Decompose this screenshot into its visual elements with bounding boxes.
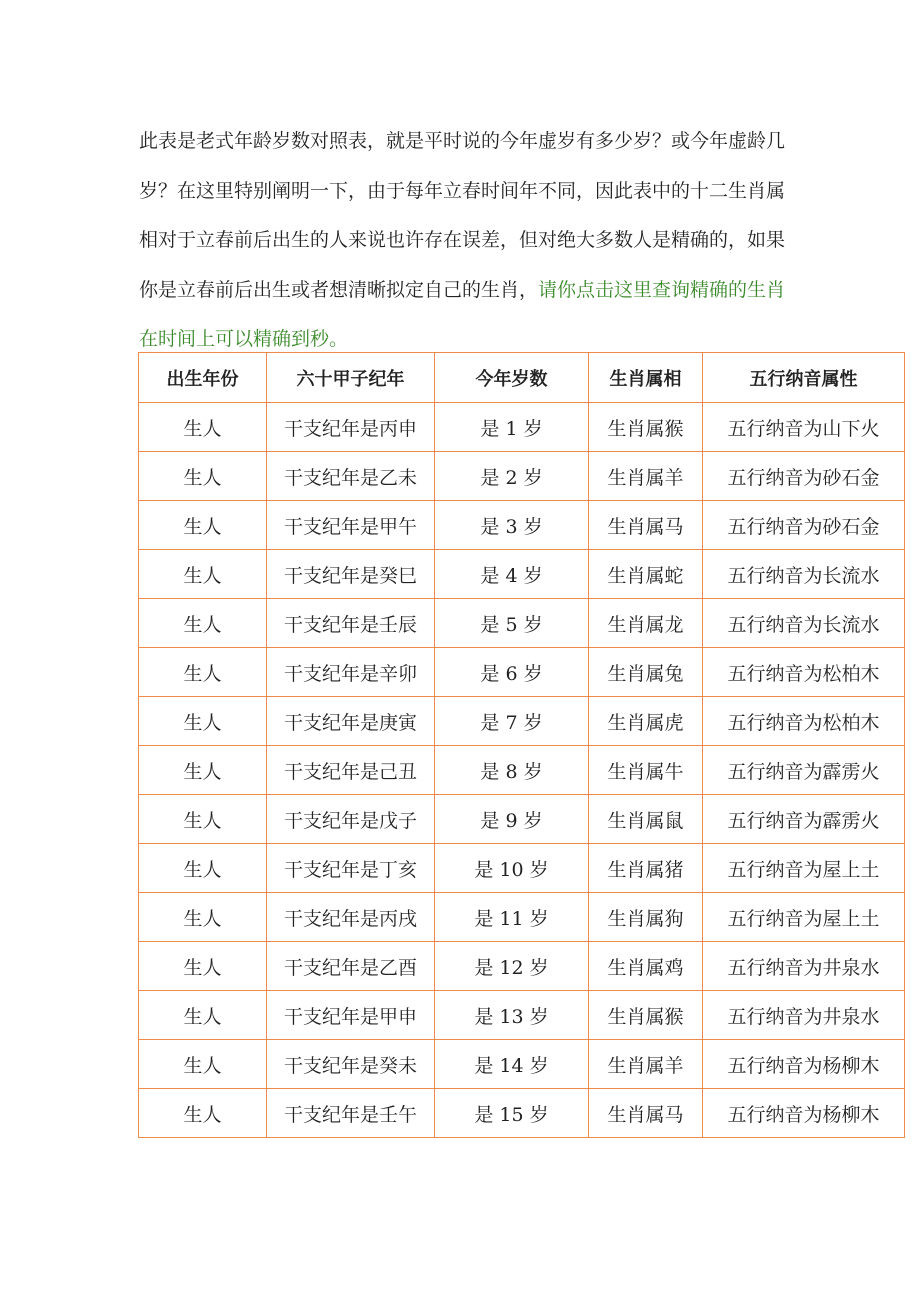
cell-age: 是 14 岁 [435, 1040, 589, 1089]
cell-birth-year: 生人 [139, 501, 267, 550]
cell-zodiac: 生肖属鼠 [589, 795, 703, 844]
cell-zodiac: 生肖属虎 [589, 697, 703, 746]
cell-birth-year: 生人 [139, 403, 267, 452]
cell-five-elements: 五行纳音为屋上土 [703, 893, 905, 942]
cell-five-elements: 五行纳音为砂石金 [703, 501, 905, 550]
cell-birth-year: 生人 [139, 991, 267, 1040]
cell-zodiac: 生肖属兔 [589, 648, 703, 697]
cell-age: 是 2 岁 [435, 452, 589, 501]
cell-age: 是 12 岁 [435, 942, 589, 991]
header-ganzhi-year: 六十甲子纪年 [267, 353, 435, 403]
intro-paragraph [139, 117, 789, 365]
cell-five-elements: 五行纳音为井泉水 [703, 942, 905, 991]
cell-zodiac: 生肖属马 [589, 501, 703, 550]
cell-five-elements: 五行纳音为霹雳火 [703, 795, 905, 844]
cell-age: 是 11 岁 [435, 893, 589, 942]
cell-birth-year: 生人 [139, 1040, 267, 1089]
cell-ganzhi-year: 干支纪年是壬午 [267, 1089, 435, 1138]
cell-zodiac: 生肖属蛇 [589, 550, 703, 599]
header-zodiac: 生肖属相 [589, 353, 703, 403]
cell-birth-year: 生人 [139, 452, 267, 501]
cell-birth-year: 生人 [139, 795, 267, 844]
cell-ganzhi-year: 干支纪年是乙未 [267, 452, 435, 501]
table-row [139, 795, 905, 844]
cell-five-elements: 五行纳音为长流水 [703, 550, 905, 599]
cell-five-elements: 五行纳音为霹雳火 [703, 746, 905, 795]
cell-age: 是 1 岁 [435, 403, 589, 452]
cell-ganzhi-year: 干支纪年是甲申 [267, 991, 435, 1040]
cell-ganzhi-year: 干支纪年是丙戌 [267, 893, 435, 942]
table-body [139, 403, 905, 1138]
table-row [139, 501, 905, 550]
cell-zodiac: 生肖属羊 [589, 1040, 703, 1089]
table-row [139, 844, 905, 893]
cell-birth-year: 生人 [139, 844, 267, 893]
header-birth-year: 出生年份 [139, 353, 267, 403]
table-row [139, 403, 905, 452]
cell-birth-year: 生人 [139, 599, 267, 648]
cell-five-elements: 五行纳音为井泉水 [703, 991, 905, 1040]
cell-ganzhi-year: 干支纪年是戊子 [267, 795, 435, 844]
cell-ganzhi-year: 干支纪年是癸未 [267, 1040, 435, 1089]
table-row [139, 550, 905, 599]
cell-ganzhi-year: 干支纪年是己丑 [267, 746, 435, 795]
table-row [139, 991, 905, 1040]
cell-birth-year: 生人 [139, 746, 267, 795]
cell-birth-year: 生人 [139, 550, 267, 599]
cell-ganzhi-year: 干支纪年是甲午 [267, 501, 435, 550]
table-row [139, 452, 905, 501]
cell-zodiac: 生肖属鸡 [589, 942, 703, 991]
table-row [139, 697, 905, 746]
table-row [139, 746, 905, 795]
table-row [139, 1089, 905, 1138]
cell-five-elements: 五行纳音为砂石金 [703, 452, 905, 501]
cell-ganzhi-year: 干支纪年是辛卯 [267, 648, 435, 697]
cell-zodiac: 生肖属狗 [589, 893, 703, 942]
table-header-row [139, 353, 905, 403]
table-row [139, 1040, 905, 1089]
cell-five-elements: 五行纳音为松柏木 [703, 648, 905, 697]
cell-five-elements: 五行纳音为长流水 [703, 599, 905, 648]
age-lookup-table [138, 352, 905, 1138]
cell-ganzhi-year: 干支纪年是癸巳 [267, 550, 435, 599]
cell-ganzhi-year: 干支纪年是壬辰 [267, 599, 435, 648]
cell-age: 是 6 岁 [435, 648, 589, 697]
cell-zodiac: 生肖属猴 [589, 403, 703, 452]
cell-age: 是 13 岁 [435, 991, 589, 1040]
cell-zodiac: 生肖属羊 [589, 452, 703, 501]
cell-age: 是 7 岁 [435, 697, 589, 746]
cell-ganzhi-year: 干支纪年是丙申 [267, 403, 435, 452]
cell-birth-year: 生人 [139, 697, 267, 746]
header-five-elements: 五行纳音属性 [703, 353, 905, 403]
cell-zodiac: 生肖属猪 [589, 844, 703, 893]
table-row [139, 648, 905, 697]
zodiac-query-link[interactable]: 请你点击这里查询精确的生肖在时间上可以精确到秒。 [139, 278, 786, 350]
cell-birth-year: 生人 [139, 893, 267, 942]
cell-age: 是 5 岁 [435, 599, 589, 648]
cell-five-elements: 五行纳音为杨柳木 [703, 1089, 905, 1138]
cell-ganzhi-year: 干支纪年是乙酉 [267, 942, 435, 991]
cell-five-elements: 五行纳音为杨柳木 [703, 1040, 905, 1089]
cell-zodiac: 生肖属马 [589, 1089, 703, 1138]
table-row [139, 893, 905, 942]
cell-ganzhi-year: 干支纪年是丁亥 [267, 844, 435, 893]
cell-age: 是 4 岁 [435, 550, 589, 599]
cell-ganzhi-year: 干支纪年是庚寅 [267, 697, 435, 746]
cell-age: 是 15 岁 [435, 1089, 589, 1138]
cell-five-elements: 五行纳音为松柏木 [703, 697, 905, 746]
intro-text: 此表是老式年龄岁数对照表，就是平时说的今年虚岁有多少岁？或今年虚龄几岁？在这里特别阐明一下，由于每年立春时间年不同，因此表中的十二生肖属相对于立春前后出生的人来说也许存在误差，但对绝大多数人是精确的，如果你是立春前后出生或者想清晰拟定自己的生肖， [139, 130, 786, 301]
header-age: 今年岁数 [435, 353, 589, 403]
cell-birth-year: 生人 [139, 942, 267, 991]
cell-zodiac: 生肖属猴 [589, 991, 703, 1040]
cell-five-elements: 五行纳音为山下火 [703, 403, 905, 452]
cell-zodiac: 生肖属龙 [589, 599, 703, 648]
cell-zodiac: 生肖属牛 [589, 746, 703, 795]
cell-age: 是 3 岁 [435, 501, 589, 550]
cell-age: 是 9 岁 [435, 795, 589, 844]
cell-age: 是 10 岁 [435, 844, 589, 893]
cell-five-elements: 五行纳音为屋上土 [703, 844, 905, 893]
table-row [139, 599, 905, 648]
table-row [139, 942, 905, 991]
cell-age: 是 8 岁 [435, 746, 589, 795]
cell-birth-year: 生人 [139, 1089, 267, 1138]
cell-birth-year: 生人 [139, 648, 267, 697]
